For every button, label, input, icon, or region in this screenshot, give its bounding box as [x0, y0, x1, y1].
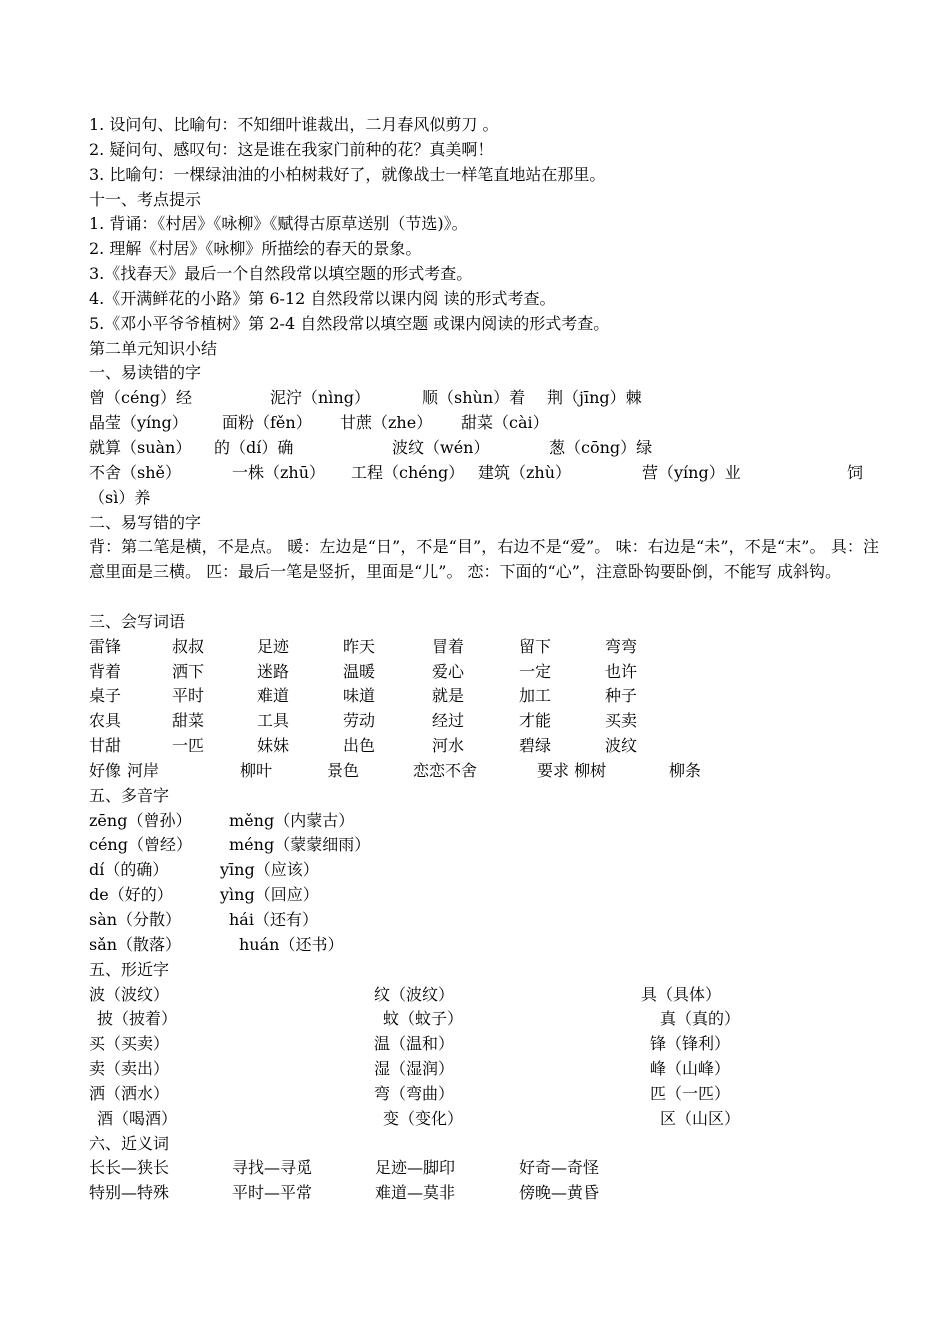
- similar-item: 真（真的）: [660, 1009, 741, 1029]
- easy-read-item: 的（dí）确: [214, 437, 294, 457]
- section-heading: 三、会写词语: [89, 611, 186, 631]
- similar-item: 纹（波纹）: [374, 984, 455, 1004]
- easy-read-row: [89, 436, 879, 461]
- polyphone-item: sǎn（散落）: [89, 934, 182, 954]
- similar-item: 披（披着）: [97, 1009, 178, 1029]
- polyphone-item: yīng（应该）: [220, 860, 319, 880]
- easy-read-item: 曾（céng）经: [89, 388, 192, 408]
- word-cell: 妹妹: [257, 736, 290, 756]
- similar-item: 买（买卖）: [89, 1034, 170, 1054]
- word-cell: 叔叔: [172, 636, 205, 656]
- easy-read-item: 葱（cōng）绿: [549, 437, 653, 457]
- easy-read-item: 工程（chéng）: [351, 462, 465, 482]
- words-row: [89, 635, 879, 660]
- similar-item: 湿（湿润）: [374, 1059, 455, 1079]
- section-heading: 五、多音字: [89, 785, 170, 805]
- word-cell: 要求 柳树: [537, 760, 607, 780]
- word-cell: 弯弯: [605, 636, 638, 656]
- polyphone-item: měng（内蒙古）: [229, 810, 355, 830]
- synonym-item: 平时—平常: [232, 1183, 313, 1203]
- text-line: 2. 疑问句、感叹句：这是谁在我家门前种的花？真美啊！: [89, 139, 494, 159]
- synonym-item: 好奇—奇怪: [519, 1158, 600, 1178]
- similar-item: 洒（洒水）: [89, 1083, 170, 1103]
- polyphone-item: méng（蒙蒙细雨）: [229, 835, 371, 855]
- easy-read-item: 面粉（fěn）: [222, 413, 312, 433]
- synonym-row: [89, 1156, 879, 1181]
- word-cell: 迷路: [257, 661, 290, 681]
- word-cell: 恋恋不舍: [413, 760, 478, 780]
- synonym-item: 长长—狭长: [89, 1158, 170, 1178]
- word-cell: 工具: [257, 711, 290, 731]
- word-cell: 温暖: [343, 661, 376, 681]
- easy-read-item: 甘蔗（zhe）: [340, 413, 433, 433]
- similar-row: [89, 1082, 879, 1107]
- easy-read-item: 饲: [847, 462, 864, 482]
- easy-read-item: 一株（zhū）: [232, 462, 326, 482]
- synonym-item: 寻找—寻觅: [232, 1158, 313, 1178]
- word-cell: 冒着: [432, 636, 465, 656]
- easy-read-item: 不舍（shě）: [89, 462, 181, 482]
- words-row: [89, 759, 879, 784]
- word-cell: 农具: [89, 711, 122, 731]
- word-cell: 河岸: [127, 760, 160, 780]
- word-cell: 留下: [519, 636, 552, 656]
- easy-read-item: 建筑（zhù）: [478, 462, 572, 482]
- polyphone-item: zēng（曾孙）: [89, 810, 192, 830]
- polyphone-item: dí（的确）: [89, 860, 169, 880]
- word-cell: 买卖: [605, 711, 638, 731]
- word-cell: 才能: [519, 711, 552, 731]
- word-cell: 景色: [327, 760, 360, 780]
- word-cell: 柳叶: [240, 760, 273, 780]
- similar-item: 蚊（蚊子）: [383, 1009, 464, 1029]
- easy-read-item: 荆（jīng）棘: [547, 388, 642, 408]
- synonym-row: [89, 1181, 879, 1206]
- word-cell: 爱心: [432, 661, 465, 681]
- unit-title: 第二单元知识小结: [89, 338, 218, 358]
- polyphone-item: yìng（回应）: [220, 885, 319, 905]
- similar-row: [89, 1007, 879, 1032]
- easy-read-item: 营（yíng）业: [642, 462, 741, 482]
- word-cell: 经过: [432, 711, 465, 731]
- word-cell: 甘甜: [89, 736, 122, 756]
- text-line: 5.《邓小平爷爷植树》第 2-4 自然段常以填空题 或课内阅读的形式考查。: [89, 313, 610, 333]
- text-line: 2. 理解《村居》《咏柳》所描绘的春天的景象。: [89, 239, 422, 259]
- word-cell: 昨天: [343, 636, 376, 656]
- polyphone-item: de（好的）: [89, 885, 173, 905]
- polyphone-item: hái（还有）: [229, 910, 318, 930]
- text-line: 3.《找春天》最后一个自然段常以填空题的形式考查。: [89, 264, 473, 284]
- polyphone-row: [89, 833, 879, 858]
- word-cell: 加工: [519, 686, 552, 706]
- word-cell: 柳条: [669, 760, 702, 780]
- similar-row: [89, 1032, 879, 1057]
- section-heading: 十一、考点提示: [89, 189, 202, 209]
- similar-item: 弯（弯曲）: [374, 1083, 455, 1103]
- word-cell: 波纹: [605, 736, 638, 756]
- easy-read-item: 泥泞（nìng）: [270, 388, 370, 408]
- words-row: [89, 734, 879, 759]
- word-cell: 味道: [343, 686, 376, 706]
- word-cell: 平时: [172, 686, 205, 706]
- polyphone-item: sàn（分散）: [89, 910, 182, 930]
- synonym-item: 难道—莫非: [375, 1183, 456, 1203]
- section-heading: 一、易读错的字: [89, 363, 202, 383]
- word-cell: 碧绿: [519, 736, 552, 756]
- synonym-item: 足迹—脚印: [375, 1158, 456, 1178]
- word-cell: 难道: [257, 686, 290, 706]
- easy-read-item: 甜菜（cài）: [461, 413, 549, 433]
- polyphone-row: [89, 858, 879, 883]
- text-line: 1. 背诵：《村居》《咏柳》《赋得古原草送别（节选)》。: [89, 214, 468, 234]
- word-cell: 也许: [605, 661, 638, 681]
- similar-row: [89, 983, 879, 1008]
- polyphone-item: huán（还书）: [239, 934, 344, 954]
- word-cell: 雷锋: [89, 636, 122, 656]
- section-heading: 二、易写错的字: [89, 512, 202, 532]
- words-row: [89, 709, 879, 734]
- similar-item: 锋（锋利）: [650, 1034, 731, 1054]
- word-cell: 出色: [343, 736, 376, 756]
- synonym-item: 傍晚—黄昏: [519, 1183, 600, 1203]
- similar-item: 具（具体）: [641, 984, 722, 1004]
- easy-read-row: [89, 386, 879, 411]
- document-page: [89, 113, 879, 1206]
- similar-item: 峰（山峰）: [650, 1059, 731, 1079]
- synonym-list: [89, 1156, 879, 1206]
- word-cell: 背着: [89, 661, 122, 681]
- word-cell: 一匹: [172, 736, 205, 756]
- similar-item: 匹（一匹）: [650, 1083, 731, 1103]
- word-cell: 好像: [89, 760, 122, 780]
- text-line: 4.《开满鲜花的小路》第 6-12 自然段常以课内阅 读的形式考查。: [89, 288, 556, 308]
- words-row: [89, 684, 879, 709]
- polyphone-row: [89, 908, 879, 933]
- similar-item: 卖（卖出）: [89, 1059, 170, 1079]
- similar-item: 区（山区）: [660, 1108, 741, 1128]
- words-table: [89, 635, 879, 784]
- easy-read-continuation: （sì）养: [89, 487, 151, 507]
- easy-read-row: [89, 461, 879, 486]
- similar-item: 变（变化）: [383, 1108, 464, 1128]
- word-cell: 甜菜: [172, 711, 205, 731]
- easy-read-item: 晶莹（yíng）: [89, 413, 188, 433]
- synonym-item: 特别—特殊: [89, 1183, 170, 1203]
- word-cell: 桌子: [89, 686, 122, 706]
- easy-read-item: 顺（shùn）着: [422, 388, 526, 408]
- word-cell: 种子: [605, 686, 638, 706]
- similar-chars-list: [89, 983, 879, 1132]
- word-cell: 足迹: [257, 636, 290, 656]
- similar-item: 温（温和）: [374, 1034, 455, 1054]
- polyphone-row: [89, 809, 879, 834]
- word-cell: 一定: [519, 661, 552, 681]
- word-cell: 河水: [432, 736, 465, 756]
- polyphone-row: [89, 933, 879, 958]
- word-cell: 洒下: [172, 661, 205, 681]
- similar-item: 波（波纹）: [89, 984, 170, 1004]
- easy-write-paragraph: 背：第二笔是横，不是点。 暖：左边是“日”，不是“目”，右边不是“爱”。 味：右边是“未”，不是“末”。 具：注意里面是三横。 匹：最后一笔是竖折，里面是“儿”。 恋：下面的“心”，注意卧钩要卧倒，不能写 成斜钩。: [89, 537, 879, 582]
- section-heading: 五、形近字: [89, 959, 170, 979]
- easy-read-item: 就算（suàn）: [89, 437, 192, 457]
- polyphone-item: céng（曾经）: [89, 835, 192, 855]
- polyphone-row: [89, 883, 879, 908]
- words-row: [89, 660, 879, 685]
- text-line: 3. 比喻句：一棵绿油油的小柏树栽好了，就像战士一样笔直地站在那里。: [89, 164, 606, 184]
- polyphone-list: [89, 809, 879, 958]
- similar-row: [89, 1107, 879, 1132]
- word-cell: 劳动: [343, 711, 376, 731]
- easy-read-row: [89, 411, 879, 436]
- text-line: 1. 设问句、比喻句：不知细叶谁裁出，二月春风似剪刀 。: [89, 115, 499, 134]
- easy-read-item: 波纹（wén）: [392, 437, 490, 457]
- similar-item: 酒（喝酒）: [97, 1108, 178, 1128]
- section-heading: 六、近义词: [89, 1133, 170, 1153]
- similar-row: [89, 1057, 879, 1082]
- word-cell: 就是: [432, 686, 465, 706]
